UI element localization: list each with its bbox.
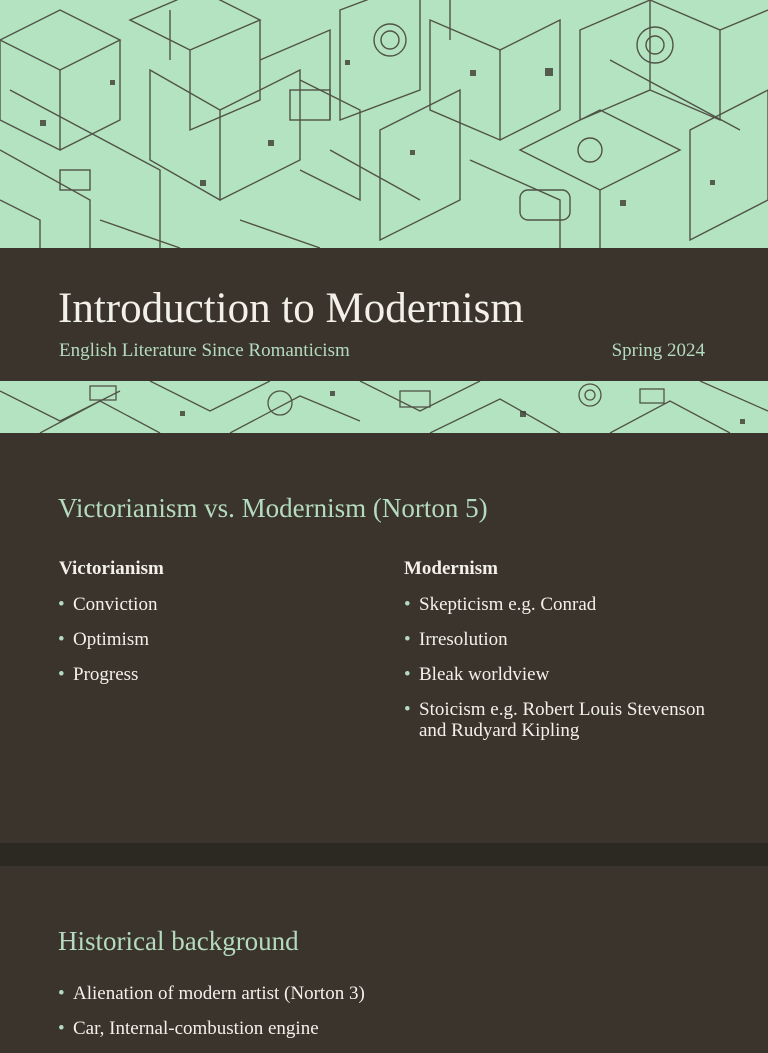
list-item: • Stoicism e.g. Robert Louis Stevenson and Rudyard Kipling — [404, 699, 706, 741]
slide-historical-background — [0, 866, 768, 1039]
modernism-list — [404, 594, 714, 755]
slide-heading: Historical background — [58, 926, 299, 956]
bullet-icon: • — [404, 629, 411, 650]
list-item: • Alienation of modern artist (Norton 3) — [58, 983, 365, 1004]
city-banner-strip — [0, 381, 768, 433]
city-illustration — [0, 0, 768, 248]
city-banner-image — [0, 0, 768, 248]
course-subtitle: English Literature Since Romanticism — [59, 340, 350, 361]
list-item: • Optimism — [58, 629, 150, 650]
slide-heading: Victorianism vs. Modernism (Norton 5) — [58, 493, 488, 523]
bullet-icon: • — [58, 664, 65, 685]
slide-divider — [0, 843, 768, 866]
list-item: • Skepticism e.g. Conrad — [404, 594, 597, 615]
list-item: • Bleak worldview — [404, 664, 550, 685]
bullet-icon: • — [404, 594, 411, 615]
presentation-title: Introduction to Modernism — [58, 285, 524, 332]
city-illustration-strip — [0, 381, 768, 433]
list-item: • Car, Internal-combustion engine — [58, 1018, 319, 1039]
list-item: • Progress — [58, 664, 139, 685]
list-item: • Conviction — [58, 594, 158, 615]
bullet-icon: • — [404, 699, 411, 720]
bullet-icon: • — [58, 629, 65, 650]
victorianism-column-heading: Victorianism — [59, 558, 164, 579]
bullet-icon: • — [58, 1018, 65, 1039]
term-label: Spring 2024 — [611, 340, 705, 361]
slide-victorianism-vs-modernism — [0, 433, 768, 843]
historical-background-list — [58, 983, 718, 1053]
victorianism-list — [58, 594, 358, 699]
bullet-icon: • — [404, 664, 411, 685]
bullet-icon: • — [58, 983, 65, 1004]
modernism-column-heading: Modernism — [404, 558, 498, 579]
list-item: • Irresolution — [404, 629, 508, 650]
bullet-icon: • — [58, 594, 65, 615]
